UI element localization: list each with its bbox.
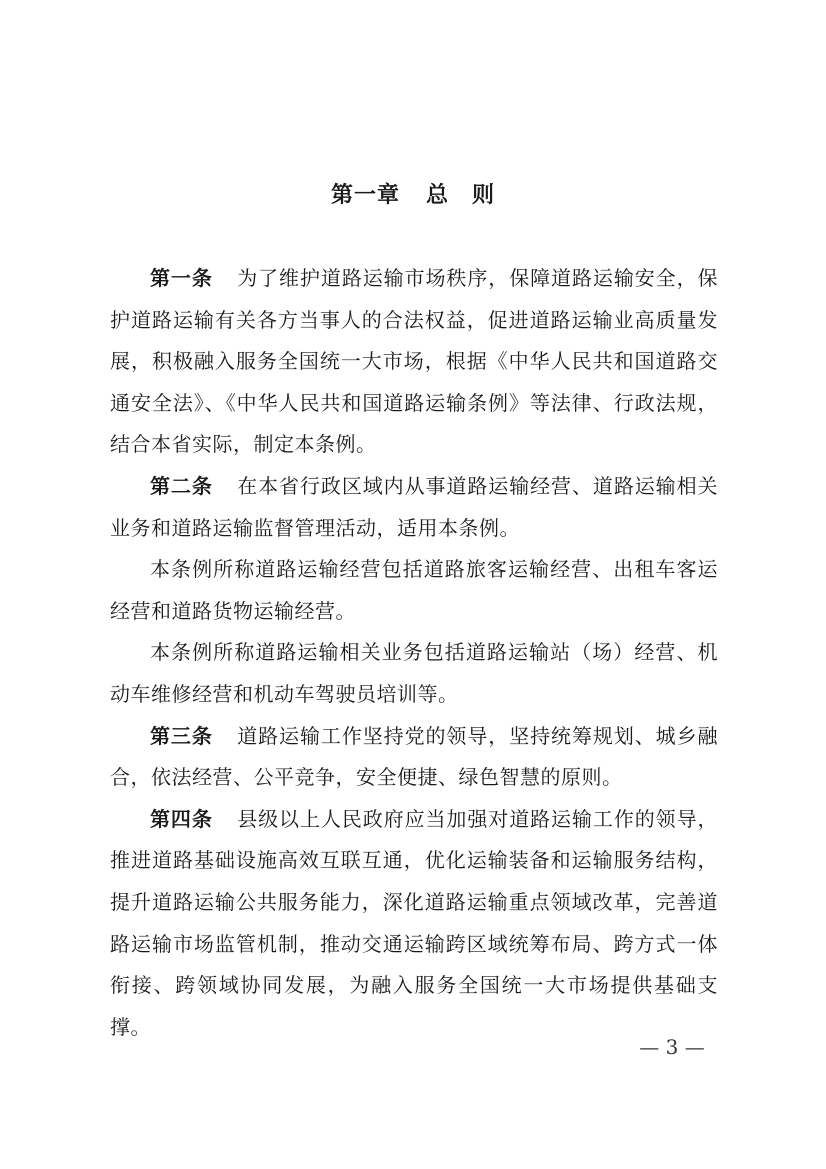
article-text: 道路运输工作坚持党的领导，坚持统筹规划、城乡融合，依法经营、公平竞争，安全便捷、绿色智慧的原则。: [110, 723, 719, 790]
article-4-paragraph: [110, 799, 718, 1049]
article-number: 第二条: [150, 473, 213, 498]
chapter-number: 第一章: [330, 183, 400, 208]
article-number: 第三条: [150, 723, 213, 748]
chapter-title: [0, 178, 826, 209]
document-body: [110, 258, 718, 1048]
article-2-paragraph: [110, 466, 718, 549]
article-3-paragraph: [110, 716, 718, 799]
article-2-subparagraph-1: [110, 549, 718, 632]
article-text: 在本省行政区域内从事道路运输经营、道路运输相关业务和道路运输监督管理活动，适用本条例。: [110, 473, 719, 540]
chapter-name: 总 则: [426, 183, 496, 208]
article-text: 本条例所称道路运输经营包括道路旅客运输经营、出租车客运经营和道路货物运输经营。: [110, 557, 718, 623]
article-2-subparagraph-2: [110, 632, 718, 715]
article-1-paragraph: [110, 258, 718, 466]
article-number: 第一条: [150, 266, 213, 290]
page-number: — 3 —: [639, 1035, 705, 1059]
article-number: 第四条: [150, 806, 213, 831]
article-text: 为了维护道路运输市场秩序，保障道路运输安全，保护道路运输有关各方当事人的合法权益，促进道路运输业高质量发展，积极融入服务全国统一大市场，根据《中华人民共和国道路交通安全法》、《中华人民共和国道路运输条例》等法律、行政法规，结合本省实际，制定本条例。: [110, 266, 719, 457]
article-text: 本条例所称道路运输相关业务包括道路运输站（场）经营、机动车维修经营和机动车驾驶员培训等。: [110, 640, 718, 706]
article-text: 县级以上人民政府应当加强对道路运输工作的领导，推进道路基础设施高效互联互通，优化运输装备和运输服务结构，提升道路运输公共服务能力，深化道路运输重点领域改革，完善道路运输市场监管机制，推动交通运输跨区域统筹布局、跨方式一体衔接、跨领域协同发展，为融入服务全国统一大市场提供基础支撑。: [110, 806, 719, 1039]
